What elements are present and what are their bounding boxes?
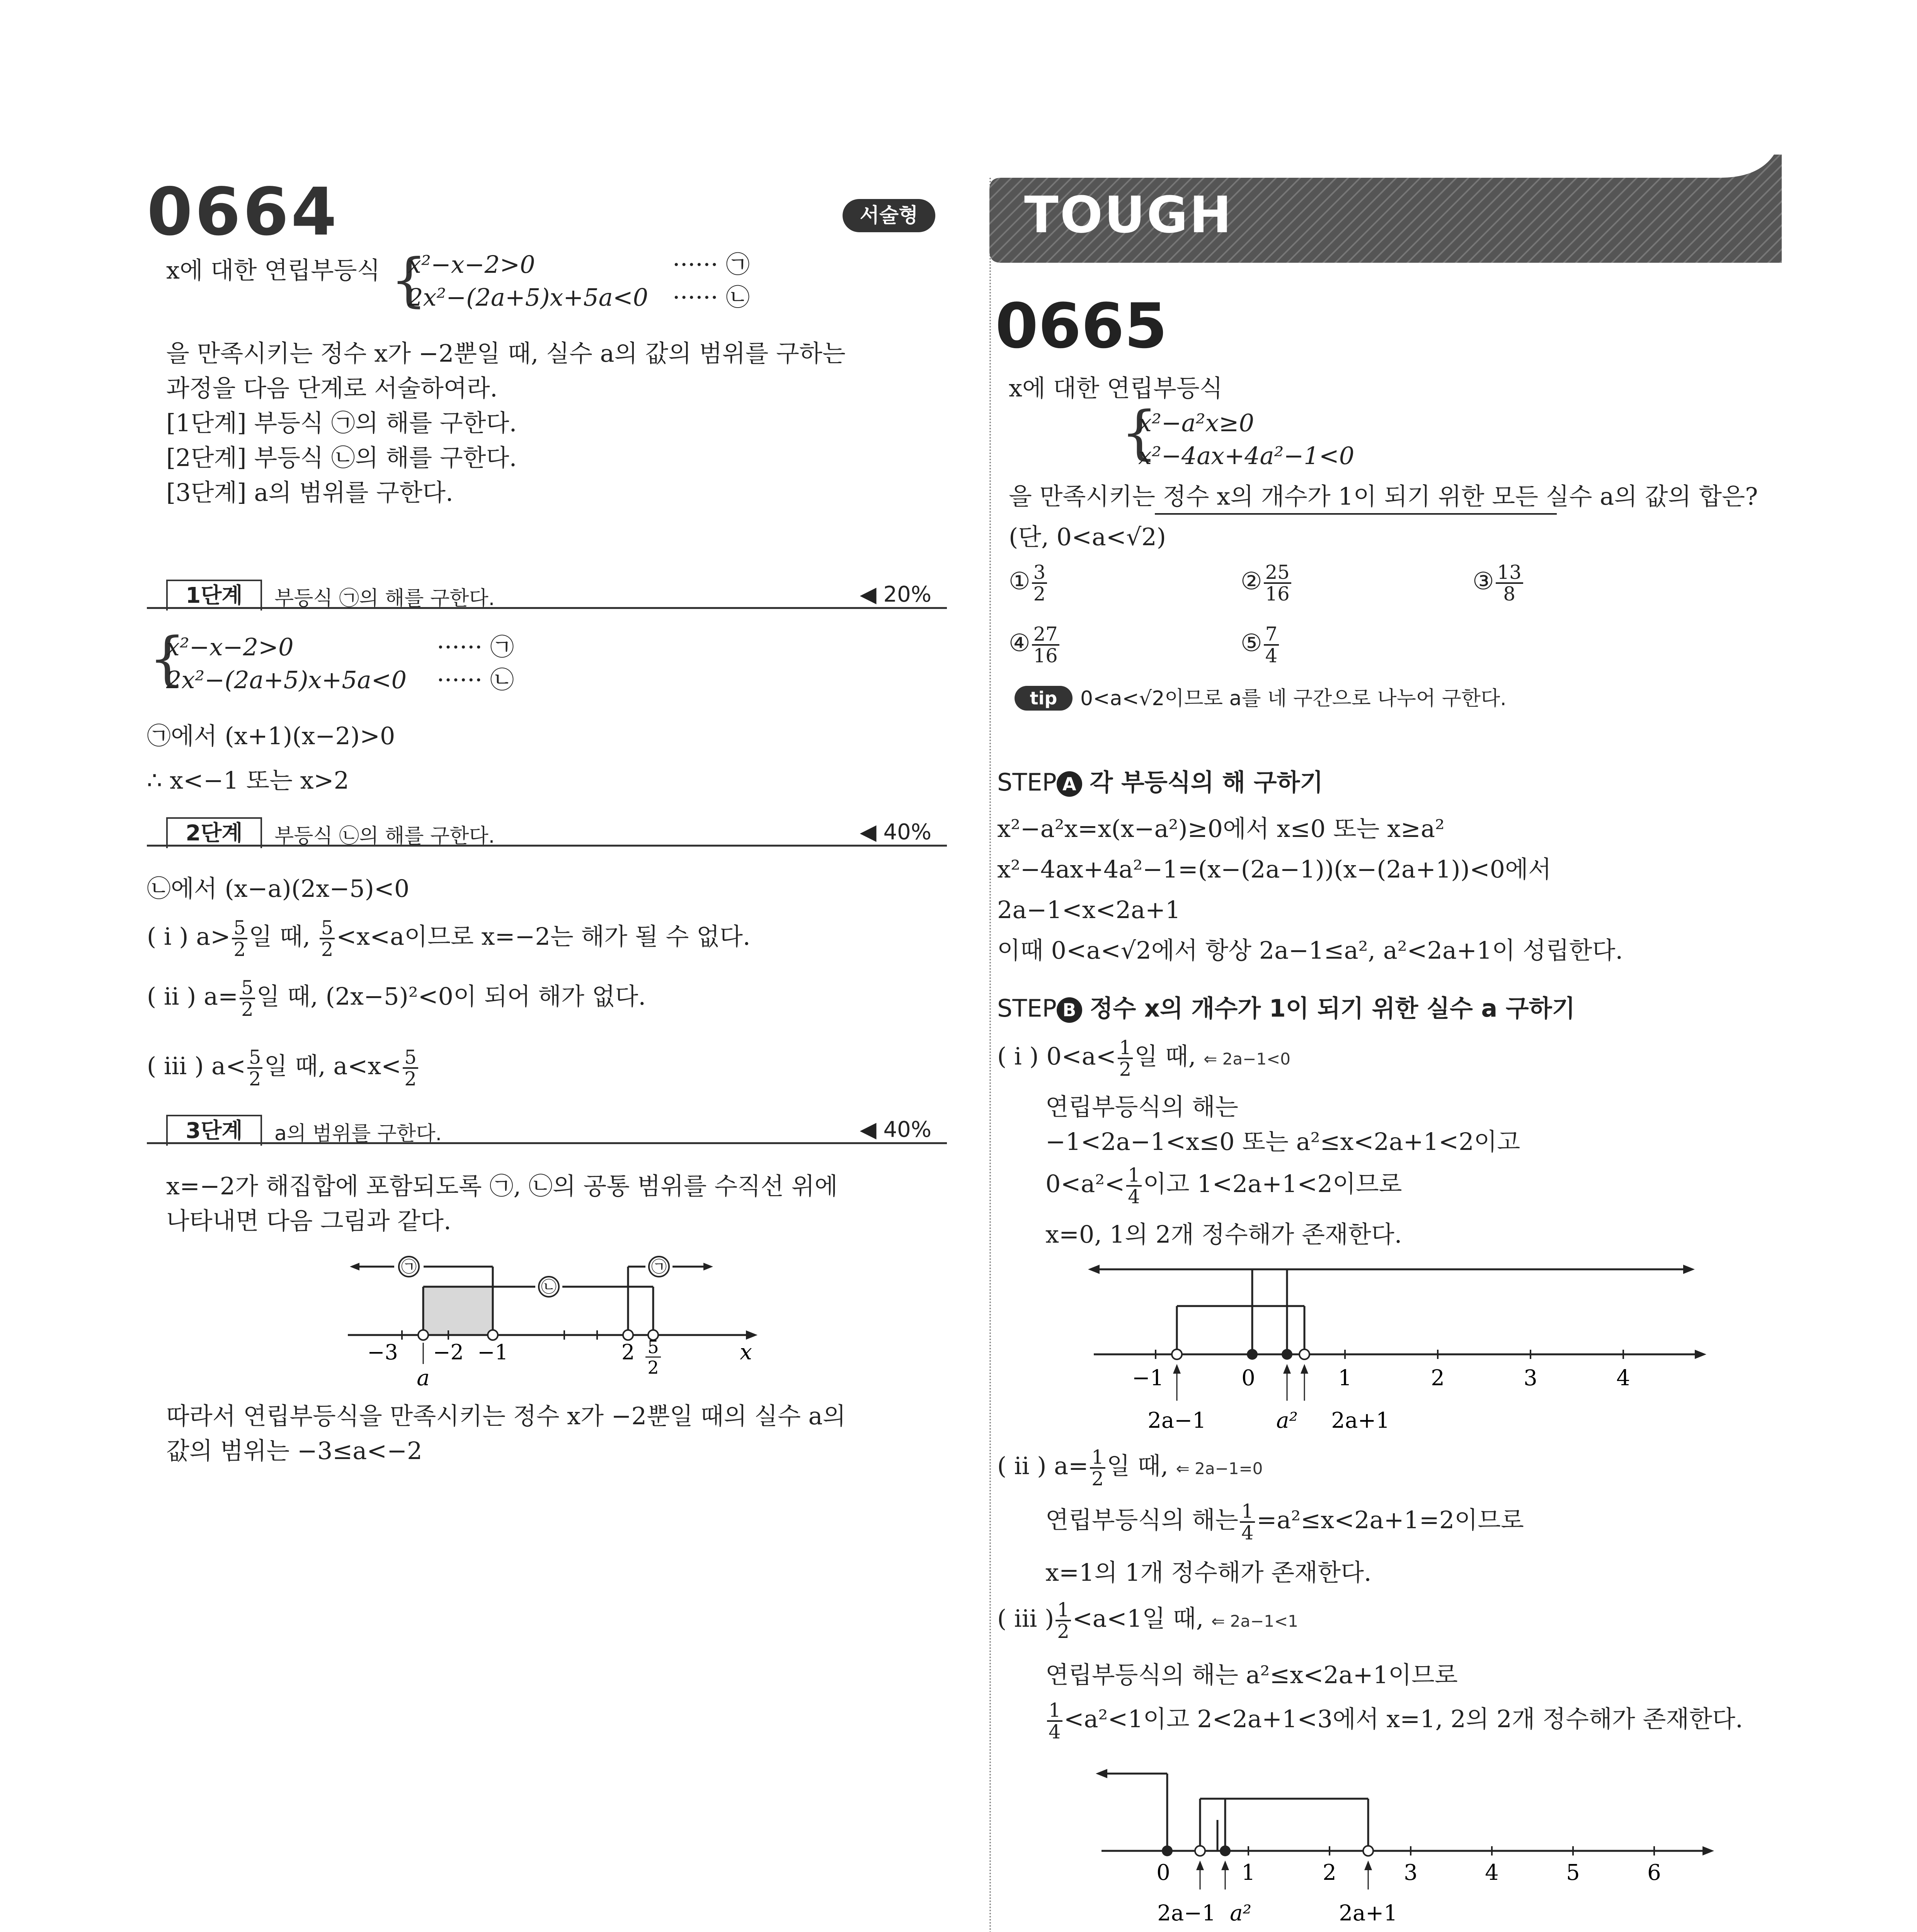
tick-5-over-2-num: 5 bbox=[647, 1337, 659, 1357]
label-2a-plus-1: 2a+1 bbox=[1339, 1901, 1398, 1926]
stage1-factor: ㉠에서 (x+1)(x−2)>0 bbox=[147, 722, 395, 750]
problem-stem-0665: 을 만족시키는 정수 x의 개수가 1이 되기 위한 모든 실수 a의 값의 합은? bbox=[1009, 482, 1758, 510]
tick-2: 2 bbox=[1431, 1366, 1445, 1391]
stage1-label: 1단계 bbox=[166, 580, 262, 611]
problem-stem-line2: 과정을 다음 단계로 서술하여라. bbox=[166, 374, 498, 402]
arrow-left-icon bbox=[350, 1263, 359, 1270]
case-i-note: ⇐ 2a−1<0 bbox=[1204, 1049, 1290, 1069]
overlap-region bbox=[423, 1287, 493, 1335]
arrow-left-icon bbox=[1096, 1769, 1107, 1778]
column-divider bbox=[989, 178, 991, 1932]
tick-6: 6 bbox=[1647, 1860, 1661, 1885]
stage1-brace: { bbox=[149, 625, 186, 692]
stage3-text-line1: x=−2가 해집합에 포함되도록 ㉠, ㉡의 공통 범위를 수직선 위에 bbox=[166, 1172, 838, 1200]
stage2-case-iii: ( iii ) a< $\frac{5}{2}$ 일 때, a<x< $\frac{5}{2}$ bbox=[147, 1047, 420, 1089]
label-2a-minus-1: 2a−1 bbox=[1147, 1408, 1206, 1433]
tick-minus1: −1 bbox=[1132, 1366, 1164, 1391]
case-i-line2: −1<2a−1<x≤0 또는 a²≤x<2a+1<2이고 bbox=[1045, 1128, 1520, 1156]
step-b-header: STEP B 정수 x의 개수가 1이 되기 위한 실수 a 구하기 bbox=[997, 994, 1575, 1022]
problem-number-0664: 0664 bbox=[147, 174, 339, 250]
inequality-1: x²−x−2>0 bbox=[408, 250, 535, 279]
point-2a-1 bbox=[1195, 1846, 1205, 1856]
step-a-line1: x²−a²x=x(x−a²)≥0에서 x≤0 또는 x≥a² bbox=[997, 815, 1445, 843]
label-giyeok-1: ㉠ bbox=[401, 1258, 417, 1276]
tick-minus3: −3 bbox=[367, 1340, 398, 1364]
inequality-1-tag: ······ ㉠ bbox=[672, 250, 750, 279]
point-0 bbox=[1162, 1845, 1173, 1856]
guide-step1: [1단계] 부등식 ㉠의 해를 구한다. bbox=[166, 409, 517, 437]
tick-minus2: −2 bbox=[433, 1340, 464, 1364]
point-0 bbox=[1247, 1349, 1258, 1360]
stage3-label: 3단계 bbox=[166, 1115, 262, 1146]
point-2a-1 bbox=[1172, 1349, 1182, 1359]
problem-intro-0665: x에 대한 연립부등식 bbox=[1009, 374, 1223, 402]
step-a-line4: 이때 0<a<√2에서 항상 2a−1≤a², a²<2a+1이 성립한다. bbox=[997, 936, 1623, 964]
label-a-squared: a² bbox=[1230, 1901, 1251, 1926]
tick-5: 5 bbox=[1566, 1860, 1580, 1885]
stage3-title: a의 범위를 구한다. bbox=[274, 1122, 442, 1145]
number-line-case-iii bbox=[1090, 1762, 1731, 1932]
case-ii-line2: x=1의 1개 정수해가 존재한다. bbox=[1045, 1558, 1372, 1587]
system-ineq1: x²−a²x≥0 bbox=[1138, 409, 1254, 437]
tick-0: 0 bbox=[1241, 1366, 1255, 1391]
tick-1: 1 bbox=[1241, 1860, 1255, 1885]
step-b-circle: B bbox=[1057, 997, 1082, 1023]
tick-0: 0 bbox=[1156, 1860, 1170, 1885]
tick-2: 2 bbox=[1323, 1860, 1336, 1885]
step-a-title: 각 부등식의 해 구하기 bbox=[1090, 768, 1323, 796]
choice-4[interactable]: ④ $\frac{27}{16}$ bbox=[1009, 624, 1061, 666]
choice-1[interactable]: ① $\frac{3}{2}$ bbox=[1009, 562, 1049, 604]
stage2-title: 부등식 ㉡의 해를 구한다. bbox=[274, 825, 495, 848]
choice-3[interactable]: ③ $\frac{13}{8}$ bbox=[1473, 562, 1525, 604]
tick-minus1: −1 bbox=[477, 1340, 508, 1364]
tough-label: TOUGH bbox=[1024, 185, 1233, 244]
stage3-percent: ◀ 40% bbox=[860, 1117, 931, 1142]
stage1-ineq2-tag: ······ ㉡ bbox=[437, 666, 514, 694]
label-a-squared: a² bbox=[1276, 1408, 1298, 1433]
choice-5[interactable]: ⑤ $\frac{7}{4}$ bbox=[1241, 624, 1280, 666]
label-x: x bbox=[740, 1340, 752, 1365]
inequality-2: 2x²−(2a+5)x+5a<0 bbox=[408, 283, 649, 311]
system-ineq2: x²−4ax+4a²−1<0 bbox=[1138, 442, 1355, 470]
point-2a+1 bbox=[1299, 1349, 1309, 1359]
case-iii-line2: $\frac{1}{4}$ <a²<1이고 2<2a+1<3에서 x=1, 2의 2개 정수해가 존재한다. bbox=[1045, 1700, 1743, 1742]
stage2-label: 2단계 bbox=[166, 817, 262, 848]
label-nieun: ㉡ bbox=[541, 1278, 557, 1296]
tick-1: 1 bbox=[1338, 1366, 1352, 1391]
stage1-header bbox=[147, 580, 947, 609]
case-ii-line1: 연립부등식의 해는 $\frac{1}{4}$ =a²≤x<2a+1=2이므로 bbox=[1045, 1500, 1524, 1544]
stage2-case-ii: ( ii ) a= $\frac{5}{2}$ 일 때, (2x−5)²<0이 되어 해가 없다. bbox=[147, 976, 646, 1021]
tip-text: 0<a<√2이므로 a를 네 구간으로 나누어 구한다. bbox=[1080, 687, 1507, 710]
guide-step2: [2단계] 부등식 ㉡의 해를 구한다. bbox=[166, 444, 517, 472]
arrow-right-icon bbox=[1683, 1265, 1695, 1274]
stage1-title: 부등식 ㉠의 해를 구한다. bbox=[274, 587, 495, 610]
tick-4: 4 bbox=[1616, 1366, 1630, 1391]
case-i-line3: 0<a²< $\frac{1}{4}$ 이고 1<2a+1<2이므로 bbox=[1045, 1164, 1402, 1208]
stage1-ineq1-tag: ······ ㉠ bbox=[437, 633, 514, 661]
step-a-line2: x²−4ax+4a²−1=(x−(2a−1))(x−(2a+1))<0에서 bbox=[997, 855, 1551, 883]
tick-3: 3 bbox=[1524, 1366, 1537, 1391]
stage1-ineq1: x²−x−2>0 bbox=[166, 633, 294, 661]
problem-stem-line1: 을 만족시키는 정수 x가 −2뿐일 때, 실수 a의 값의 범위를 구하는 bbox=[166, 339, 846, 367]
stage3-conclusion-line1: 따라서 연립부등식을 만족시키는 정수 x가 −2뿐일 때의 실수 a의 bbox=[166, 1402, 846, 1430]
inequality-2-tag: ······ ㉡ bbox=[672, 283, 750, 311]
label-2a-minus-1: 2a−1 bbox=[1157, 1901, 1216, 1926]
stage1-ineq2: 2x²−(2a+5)x+5a<0 bbox=[166, 666, 407, 694]
stage1-percent: ◀ 20% bbox=[860, 582, 931, 607]
point-a bbox=[418, 1330, 428, 1340]
problem-number-0665: 0665 bbox=[995, 290, 1168, 362]
choice-2[interactable]: ② $\frac{25}{16}$ bbox=[1241, 562, 1293, 604]
tip-badge: tip bbox=[1015, 686, 1073, 711]
point-2a+1 bbox=[1363, 1846, 1373, 1856]
stage3-conclusion-line2: 값의 범위는 −3≤a<−2 bbox=[166, 1437, 422, 1465]
stage2-header bbox=[147, 817, 947, 847]
case-ii-note: ⇐ 2a−1=0 bbox=[1176, 1459, 1263, 1478]
stage1-result: ∴ x<−1 또는 x>2 bbox=[147, 766, 349, 794]
problem-intro: x에 대한 연립부등식 bbox=[166, 256, 380, 284]
arrow-right-icon bbox=[703, 1263, 713, 1270]
axis-arrow bbox=[746, 1330, 758, 1340]
case-iii-note: ⇐ 2a−1<1 bbox=[1211, 1612, 1298, 1631]
label-a: a bbox=[417, 1366, 430, 1391]
number-line-0664 bbox=[340, 1252, 781, 1406]
case-i-line4: x=0, 1의 2개 정수해가 존재한다. bbox=[1045, 1220, 1402, 1248]
step-a-line3: 2a−1<x<2a+1 bbox=[997, 896, 1181, 924]
stage3-text-line2: 나타내면 다음 그림과 같다. bbox=[166, 1207, 451, 1235]
case-i-line1: 연립부등식의 해는 bbox=[1045, 1093, 1238, 1121]
guide-step3: [3단계] a의 범위를 구한다. bbox=[166, 478, 453, 507]
problem-condition: (단, 0<a<√2) bbox=[1009, 523, 1166, 551]
case-i-heading: ( i ) 0<a< $\frac{1}{2}$ 일 때, ⇐ 2a−1<0 bbox=[997, 1036, 1290, 1081]
step-b-title: 정수 x의 개수가 1이 되기 위한 실수 a 구하기 bbox=[1090, 994, 1575, 1022]
case-ii-heading: ( ii ) a= $\frac{1}{2}$ 일 때, ⇐ 2a−1=0 bbox=[997, 1446, 1263, 1490]
number-line-case-i bbox=[1082, 1258, 1724, 1443]
stem-underline bbox=[1155, 513, 1557, 515]
point-minus1 bbox=[488, 1330, 498, 1340]
point-a-squared bbox=[1282, 1349, 1292, 1360]
step-a-circle: A bbox=[1057, 771, 1082, 797]
tick-2: 2 bbox=[621, 1340, 635, 1364]
tick-5-over-2-den: 2 bbox=[647, 1357, 659, 1378]
tick-3: 3 bbox=[1404, 1860, 1418, 1885]
tick-4: 4 bbox=[1485, 1860, 1499, 1885]
label-giyeok-2: ㉠ bbox=[651, 1258, 667, 1276]
stage2-percent: ◀ 40% bbox=[860, 820, 931, 845]
label-2a-plus-1: 2a+1 bbox=[1331, 1408, 1390, 1433]
step-a-header: STEP A 각 부등식의 해 구하기 bbox=[997, 768, 1323, 796]
system-brace: { bbox=[390, 247, 427, 314]
stage3-header bbox=[147, 1115, 947, 1144]
essay-badge: 서술형 bbox=[843, 199, 935, 232]
case-iii-heading: ( iii ) $\frac{1}{2}$ <a<1일 때, ⇐ 2a−1<1 bbox=[997, 1599, 1298, 1643]
arrow-left-icon bbox=[1088, 1265, 1100, 1274]
stage2-case-i: ( i ) a> $\frac{5}{2}$ 일 때, $\frac{5}{2}$ <x<a이므로 x=−2는 해가 될 수 없다. bbox=[147, 917, 751, 961]
system-brace-0665: { bbox=[1121, 399, 1158, 466]
case-iii-line1: 연립부등식의 해는 a²≤x<2a+1이므로 bbox=[1045, 1661, 1458, 1689]
point-2 bbox=[623, 1330, 633, 1340]
stage2-factor: ㉡에서 (x−a)(2x−5)<0 bbox=[147, 874, 410, 903]
